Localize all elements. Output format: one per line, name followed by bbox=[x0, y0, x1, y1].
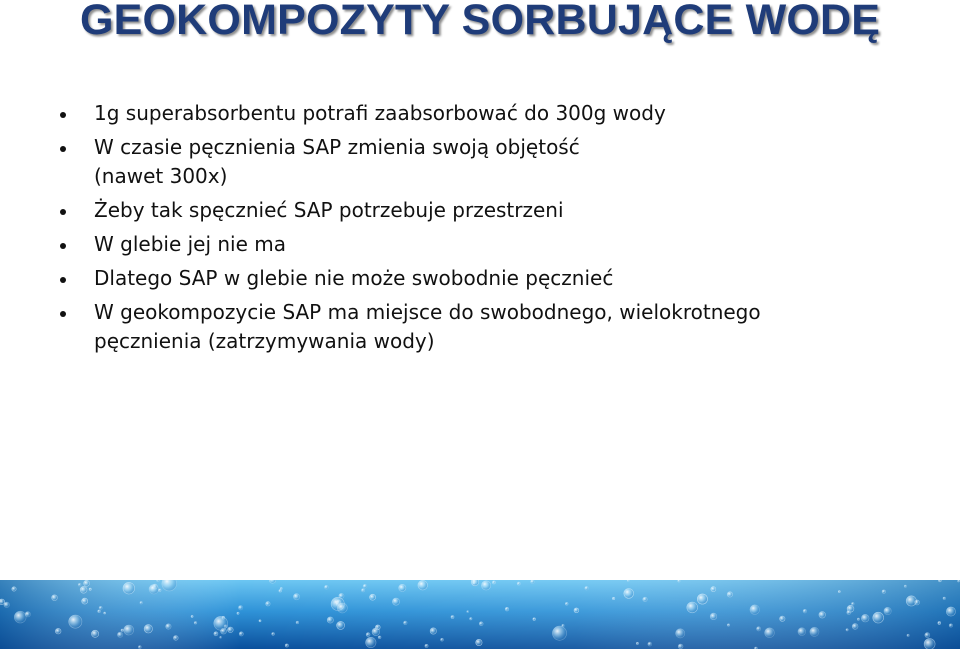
droplet bbox=[123, 582, 135, 594]
bullet-text: W glebie jej nie ma bbox=[94, 232, 287, 256]
droplet bbox=[803, 609, 807, 613]
droplet bbox=[228, 627, 234, 633]
droplet bbox=[648, 642, 652, 646]
bullet-icon bbox=[60, 209, 66, 215]
droplet bbox=[220, 636, 222, 638]
droplet bbox=[624, 589, 634, 599]
droplet bbox=[99, 606, 102, 609]
droplet bbox=[138, 646, 141, 649]
droplet bbox=[958, 580, 960, 582]
water-droplets-image bbox=[0, 580, 960, 649]
droplet bbox=[711, 587, 716, 592]
bullet-text: W geokompozycie SAP ma miejsce do swobodnego, wielokrotnego bbox=[94, 300, 761, 324]
droplet bbox=[938, 622, 941, 625]
bullet-text-continuation: (nawet 300x) bbox=[94, 164, 228, 188]
bullet-text: 1g superabsorbentu potrafi zaabsorbować do 300g wody bbox=[94, 101, 666, 125]
bullet-icon bbox=[60, 243, 66, 249]
bullet-icon bbox=[60, 277, 66, 283]
droplet bbox=[861, 614, 869, 622]
droplet bbox=[92, 630, 99, 637]
droplet bbox=[697, 594, 707, 604]
droplet bbox=[678, 580, 680, 582]
droplet bbox=[471, 580, 479, 586]
droplet bbox=[104, 612, 106, 614]
droplet bbox=[149, 584, 159, 594]
droplet bbox=[676, 629, 685, 638]
droplet bbox=[52, 595, 58, 601]
bullet-item bbox=[56, 230, 916, 259]
droplet bbox=[643, 597, 647, 601]
droplet bbox=[482, 581, 491, 590]
bullet-icon bbox=[60, 146, 66, 152]
droplet bbox=[214, 616, 228, 630]
droplet bbox=[418, 580, 428, 590]
droplet bbox=[710, 613, 717, 620]
droplet bbox=[378, 636, 381, 639]
droplet bbox=[505, 607, 509, 611]
droplet bbox=[574, 608, 579, 613]
droplet bbox=[285, 644, 288, 647]
bullet-text: W czasie pęcznienia SAP zmienia swoją objętość bbox=[94, 135, 580, 159]
droplet bbox=[585, 586, 589, 590]
droplet bbox=[25, 612, 30, 617]
droplet bbox=[362, 589, 365, 592]
droplet bbox=[925, 633, 930, 638]
droplet bbox=[366, 637, 376, 647]
droplet bbox=[492, 581, 495, 584]
droplet bbox=[404, 621, 408, 625]
droplet bbox=[14, 611, 26, 623]
droplet bbox=[857, 618, 859, 620]
droplet bbox=[907, 634, 909, 636]
slide-title: GEOKOMPOZYTY SORBUJĄCE WODĘ bbox=[80, 0, 881, 44]
droplet bbox=[399, 584, 406, 591]
droplet bbox=[279, 590, 282, 593]
bullet-icon bbox=[60, 311, 66, 317]
droplet bbox=[337, 621, 345, 629]
droplet bbox=[873, 612, 884, 623]
droplet bbox=[612, 597, 614, 599]
droplet bbox=[636, 642, 638, 644]
droplet bbox=[838, 591, 840, 593]
droplet bbox=[366, 633, 370, 637]
bullet-list bbox=[56, 99, 916, 361]
droplet bbox=[272, 633, 275, 636]
droplet bbox=[259, 620, 261, 622]
droplet bbox=[847, 605, 854, 612]
droplet bbox=[517, 582, 520, 585]
droplet bbox=[479, 622, 483, 626]
droplet bbox=[906, 596, 916, 606]
droplet bbox=[80, 586, 87, 593]
droplet bbox=[565, 602, 568, 605]
water-droplets-banner bbox=[0, 580, 960, 649]
droplet bbox=[117, 632, 122, 637]
droplet bbox=[943, 597, 946, 600]
droplet bbox=[55, 628, 61, 634]
bullet-icon bbox=[60, 112, 66, 118]
droplet bbox=[476, 639, 482, 645]
droplet bbox=[946, 607, 955, 616]
droplet bbox=[363, 584, 367, 588]
bullet-item bbox=[56, 133, 916, 191]
droplet bbox=[531, 580, 535, 584]
droplet bbox=[884, 607, 891, 614]
droplet bbox=[441, 638, 444, 641]
droplet bbox=[882, 590, 885, 593]
droplet bbox=[237, 612, 239, 614]
droplet bbox=[425, 644, 428, 647]
droplet bbox=[173, 636, 178, 641]
droplet bbox=[757, 627, 761, 631]
droplet bbox=[904, 585, 906, 587]
droplet bbox=[84, 580, 90, 586]
droplet bbox=[78, 583, 81, 586]
droplet bbox=[392, 598, 399, 605]
droplet bbox=[327, 617, 333, 623]
droplet bbox=[89, 588, 91, 590]
droplet bbox=[124, 625, 134, 635]
droplet bbox=[939, 580, 942, 582]
droplet bbox=[533, 618, 536, 621]
droplet bbox=[846, 629, 848, 631]
droplet bbox=[0, 599, 5, 605]
droplet bbox=[337, 603, 347, 613]
droplet bbox=[727, 624, 729, 626]
droplet bbox=[727, 592, 732, 597]
droplet bbox=[430, 628, 436, 634]
droplet bbox=[451, 616, 454, 619]
droplet bbox=[851, 602, 854, 605]
droplet bbox=[140, 601, 143, 604]
droplet bbox=[819, 612, 826, 619]
droplet bbox=[98, 610, 101, 613]
bullet-text: Żeby tak spęcznieć SAP potrzebuje przestrzeni bbox=[94, 198, 564, 222]
droplet bbox=[214, 632, 218, 636]
bullet-item bbox=[56, 196, 916, 225]
droplet bbox=[678, 644, 683, 649]
droplet bbox=[266, 602, 270, 606]
droplet bbox=[293, 594, 299, 600]
droplet bbox=[924, 639, 935, 649]
droplet bbox=[121, 629, 123, 631]
droplet bbox=[552, 626, 566, 640]
bullet-item bbox=[56, 264, 916, 293]
bullet-text: Dlatego SAP w glebie nie może swobodnie pęcznieć bbox=[94, 266, 614, 290]
droplet bbox=[798, 628, 806, 636]
bullet-item bbox=[56, 99, 916, 128]
bullet-text-continuation: pęcznienia (zatrzymywania wody) bbox=[94, 329, 435, 353]
droplet bbox=[687, 602, 698, 613]
droplet bbox=[467, 611, 469, 613]
droplet bbox=[194, 622, 197, 625]
droplet bbox=[780, 616, 785, 621]
droplet bbox=[470, 618, 472, 620]
droplet bbox=[810, 627, 819, 636]
droplet bbox=[12, 587, 16, 591]
droplet bbox=[852, 624, 858, 630]
droplet bbox=[949, 624, 952, 627]
droplet bbox=[370, 594, 376, 600]
droplet bbox=[627, 580, 629, 582]
droplet bbox=[325, 585, 329, 589]
droplet bbox=[239, 632, 243, 636]
droplet bbox=[82, 598, 88, 604]
droplet bbox=[144, 625, 152, 633]
bullet-item bbox=[56, 298, 916, 356]
droplet bbox=[372, 628, 380, 636]
droplet bbox=[296, 621, 299, 624]
droplet bbox=[238, 606, 242, 610]
droplet bbox=[166, 624, 171, 629]
droplet bbox=[191, 615, 193, 617]
droplet bbox=[157, 580, 160, 582]
droplet bbox=[765, 628, 775, 638]
droplet bbox=[750, 605, 760, 615]
droplet bbox=[4, 602, 10, 608]
droplet bbox=[69, 615, 82, 628]
